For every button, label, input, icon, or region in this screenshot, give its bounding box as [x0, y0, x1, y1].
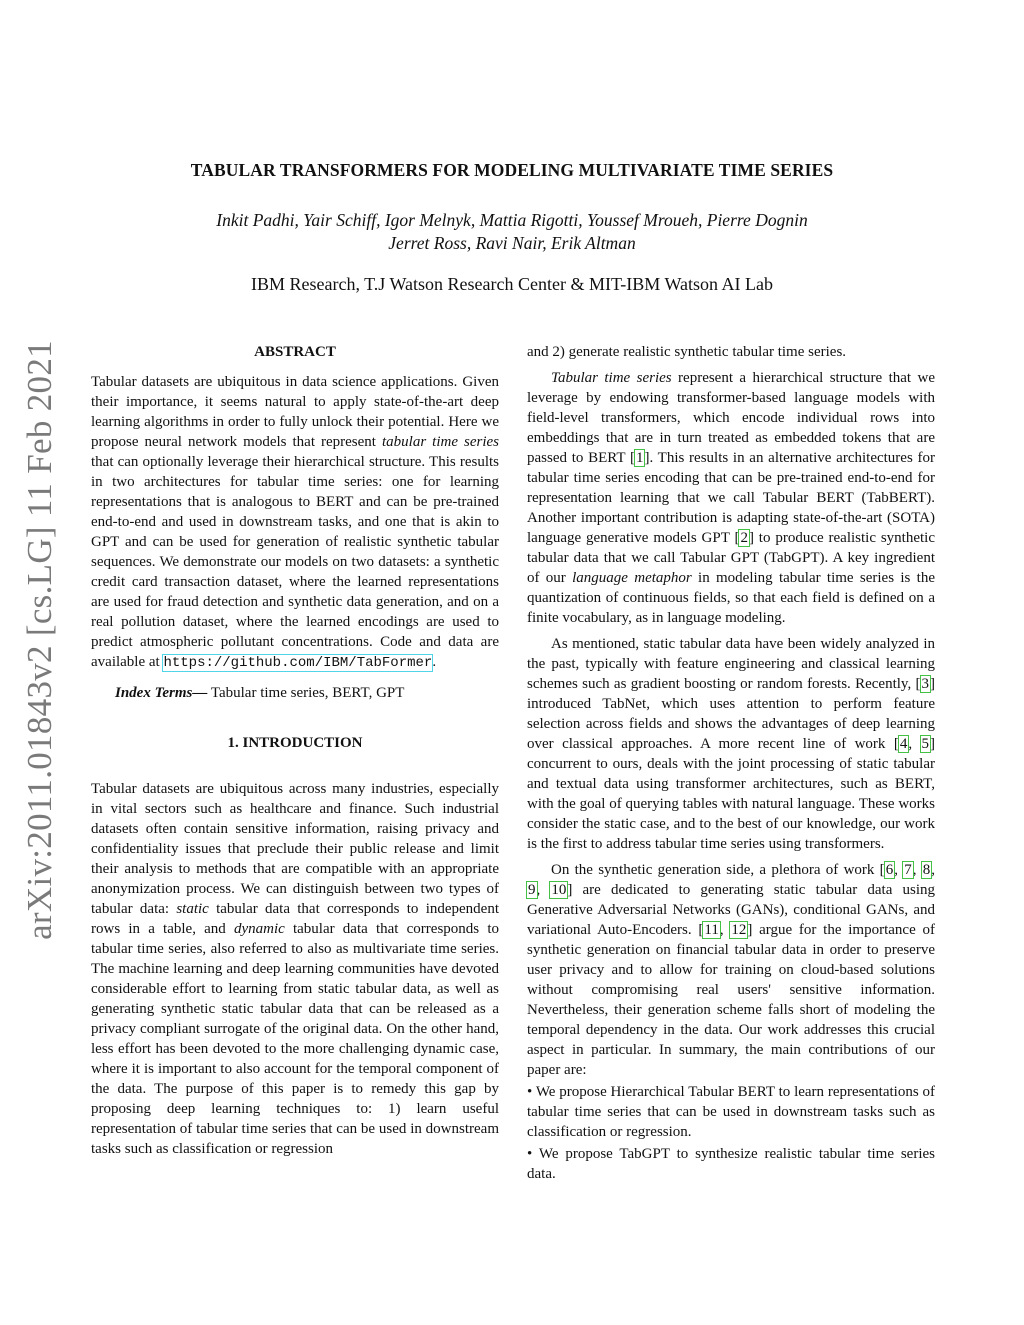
- intro-text: tabular data that corresponds to tabular time series, also referred to also as multivariate time series. The machine learning and deep learning communities have devoted considerable effort to learning from static tabular data, as well as generating synthetic static tabular data that can be released as a privacy compliant surrogate of the original data. On the other hand, less effort has been devoted to the more challenging dynamic case, where it is important to also account for the temporal component of the data. The purpose of this paper is to remedy this gap by proposing deep learning techniques to: 1) learn useful representation of tabular time series that can be used in downstream tasks such as classification or regression: [91, 921, 499, 1157]
- intro-heading: 1. INTRODUCTION: [227, 735, 363, 751]
- paragraph-text: in modeling tabular time series is the quantization of continuous fields, so that each field is defined on a finite vocabulary, as in language modeling.: [527, 570, 935, 626]
- contribution-bullet: [527, 1082, 935, 1142]
- paragraph-text: ] concurrent to ours, deals with the joint processing of static tabular and textual data using transformer architectures, such as BERT, with the goal of querying tables with natural language. These works consider the static case, and to the best of our knowledge, our work is the first to address tabular time series using transformers.: [527, 736, 936, 852]
- index-terms: [91, 683, 499, 703]
- citation-link[interactable]: 9: [528, 882, 536, 898]
- left-column: [91, 342, 499, 1159]
- contribution-bullet: [527, 1144, 935, 1184]
- bullet-text: We propose Hierarchical Tabular BERT to learn representations of tabular time series that can be used in downstream tasks such as classification or regression.: [527, 1084, 935, 1140]
- citation-link[interactable]: 4: [899, 736, 908, 752]
- paragraph-text: ] introduced TabNet, which uses attention to perform feature selection across fields and shows the advantages of deep learning over classical approaches. A more recent line of work [: [527, 676, 935, 752]
- bullet-text: We propose TabGPT to synthesize realistic tabular time series data.: [527, 1146, 935, 1182]
- paragraph-emphasis: Tabular time series: [551, 370, 672, 386]
- intro-emphasis: dynamic: [233, 921, 285, 937]
- paragraph-text: As mentioned, static tabular data have been widely analyzed in the past, typically with feature engineering and classical learning schemes such as gradient boosting or random forests. Recently, [: [527, 636, 935, 692]
- arxiv-identifier: arXiv:2011.01843v2 [cs.LG] 11 Feb 2021: [20, 340, 59, 940]
- paragraph-text: On the synthetic generation side, a plethora of work [: [551, 862, 885, 878]
- abstract-paragraph: [91, 372, 499, 673]
- paragraph-text: ] to produce realistic synthetic tabular data that we call Tabular GPT (TabGPT). A key ingredient of our: [527, 530, 936, 586]
- affiliation: IBM Research, T.J Watson Research Center & MIT-IBM Watson AI Lab: [250, 274, 773, 294]
- citation-link[interactable]: 5: [921, 736, 930, 752]
- citation-link[interactable]: 8: [922, 862, 931, 878]
- index-terms-label: Index Terms—: [115, 685, 208, 701]
- intro-continuation: and 2) generate realistic synthetic tabular time series.: [527, 344, 847, 360]
- paragraph-text: ]. This results in an alternative architectures for tabular time series encoding that can be pre-trained end-to-end for representation learning that we call Tabular BERT (TabBERT). Another important contribution is adapting state-of-the-art (SOTA) language generative models GPT [: [527, 450, 935, 546]
- index-terms-text: Tabular time series, BERT, GPT: [210, 685, 405, 701]
- citation-link[interactable]: 3: [921, 676, 929, 692]
- bullet-icon: •: [527, 1084, 533, 1100]
- paper-title: TABULAR TRANSFORMERS FOR MODELING MULTIVARIATE TIME SERIES: [190, 160, 834, 180]
- paragraph-text: ] are dedicated to generating static tabular data using Generative Adversarial Networks (GANs), conditional GANs, and variational Auto-Encoders. [: [527, 882, 936, 938]
- intro-text: tabular data that corresponds to independent rows in a table, and: [91, 901, 499, 937]
- abstract-text: .: [432, 654, 437, 670]
- authors-line-1: Inkit Padhi, Yair Schiff, Igor Melnyk, Mattia Rigotti, Youssef Mroueh, Pierre Dognin: [216, 210, 808, 230]
- related-work-paragraph: As mentioned, static tabular data have been widely analyzed in the past, typically with feature engineering and classical learning schemes such as gradient boosting or random forests. Recently, [3] introduced TabNet, which uses attention to perform feature selection across fields and shows the advantages of deep learning over classical approaches. A more recent line of work [4, 5] concurrent to ours, deals with the joint processing of static tabular and textual data using transformer architectures, such as BERT, with the goal of querying tables with natural language. These works consider the static case, and to the best of our knowledge, our work is the first to address tabular time series using transformers.: [527, 636, 936, 852]
- paragraph-text: ] argue for the importance of synthetic generation on financial tabular data in order to preserve user privacy and to allow for training on cloud-based solutions without compromising real users' sensitive information. Nevertheless, their generation scheme falls short of modeling the temporal dependency in the data. Our work addresses this crucial aspect in particular. In summary, the main contributions of our paper are:: [527, 922, 935, 1078]
- intro-paragraph: [91, 779, 499, 1159]
- citation-link[interactable]: 11: [704, 922, 719, 938]
- right-column: [527, 342, 935, 1184]
- synthetic-generation-paragraph: On the synthetic generation side, a plethora of work [6, 7, 8, 9, 10] are dedicated to generating static tabular data using Generative Adversarial Networks (GANs), conditional GANs, and variational Auto-Encoders. [11, 12] argue for the importance of synthetic generation on financial tabular data in order to preserve user privacy and to allow for training on cloud-based solutions without compromising real users' sensitive information. Nevertheless, their generation scheme falls short of modeling the temporal dependency in the data. Our work addresses this crucial aspect in particular. In summary, the main contributions of our paper are:: [527, 862, 936, 1078]
- intro-emphasis: static: [176, 901, 209, 917]
- paragraph-emphasis: language metaphor: [572, 570, 692, 586]
- paragraph-text: represent a hierarchical structure that we leverage by endowing transformer-based language models with field-level transformers, which encode individual rows into embeddings that are in turn treated as embedded tokens that are passed to BERT [: [527, 370, 935, 466]
- abstract-heading: ABSTRACT: [254, 344, 336, 360]
- intro-text: Tabular datasets are ubiquitous across many industries, especially in vital sectors such as healthcare and finance. Such industrial datasets often contain sensitive information, raising privacy and confidentiality issues that preclude their public release and limit their analysis to methods that are compatible with an appropriate anonymization process. We can distinguish between two types of tabular data:: [91, 781, 499, 917]
- abstract-text: that can optionally leverage their hierarchical structure. This results in two architectures for tabular time series: one for learning representations that is analogous to BERT and can be pre-trained end-to-end and used in downstream tasks, and one that is akin to GPT and can be used for generation of realistic synthetic tabular sequences. We demonstrate our models on two datasets: a synthetic credit card transaction dataset, where the learned representations are used for fraud detection and synthetic data generation, and on a real pollution dataset, where the learned encodings are used to predict atmospheric pollutant concentrations. Code and data are available at: [91, 454, 499, 670]
- tabular-time-series-paragraph: [527, 368, 935, 628]
- code-repo-link[interactable]: https://github.com/IBM/TabFormer: [163, 655, 433, 671]
- authors-line-2: Jerret Ross, Ravi Nair, Erik Altman: [388, 233, 636, 253]
- author-list: [0, 209, 1024, 255]
- bullet-icon: •: [527, 1146, 533, 1162]
- citation-link[interactable]: 12: [731, 922, 747, 938]
- citation-link[interactable]: 2: [740, 530, 748, 546]
- citation-link[interactable]: 7: [904, 862, 912, 878]
- abstract-emphasis: tabular time series: [381, 434, 499, 450]
- citation-link[interactable]: 1: [635, 450, 644, 466]
- citation-link[interactable]: 6: [885, 862, 894, 878]
- abstract-text: Tabular datasets are ubiquitous in data science applications. Given their importance, it seems natural to apply state-of-the-art deep learning algorithms in order to fully unlock their potential. Here we propose neural network models that represent: [91, 374, 499, 450]
- citation-link[interactable]: 10: [551, 882, 567, 898]
